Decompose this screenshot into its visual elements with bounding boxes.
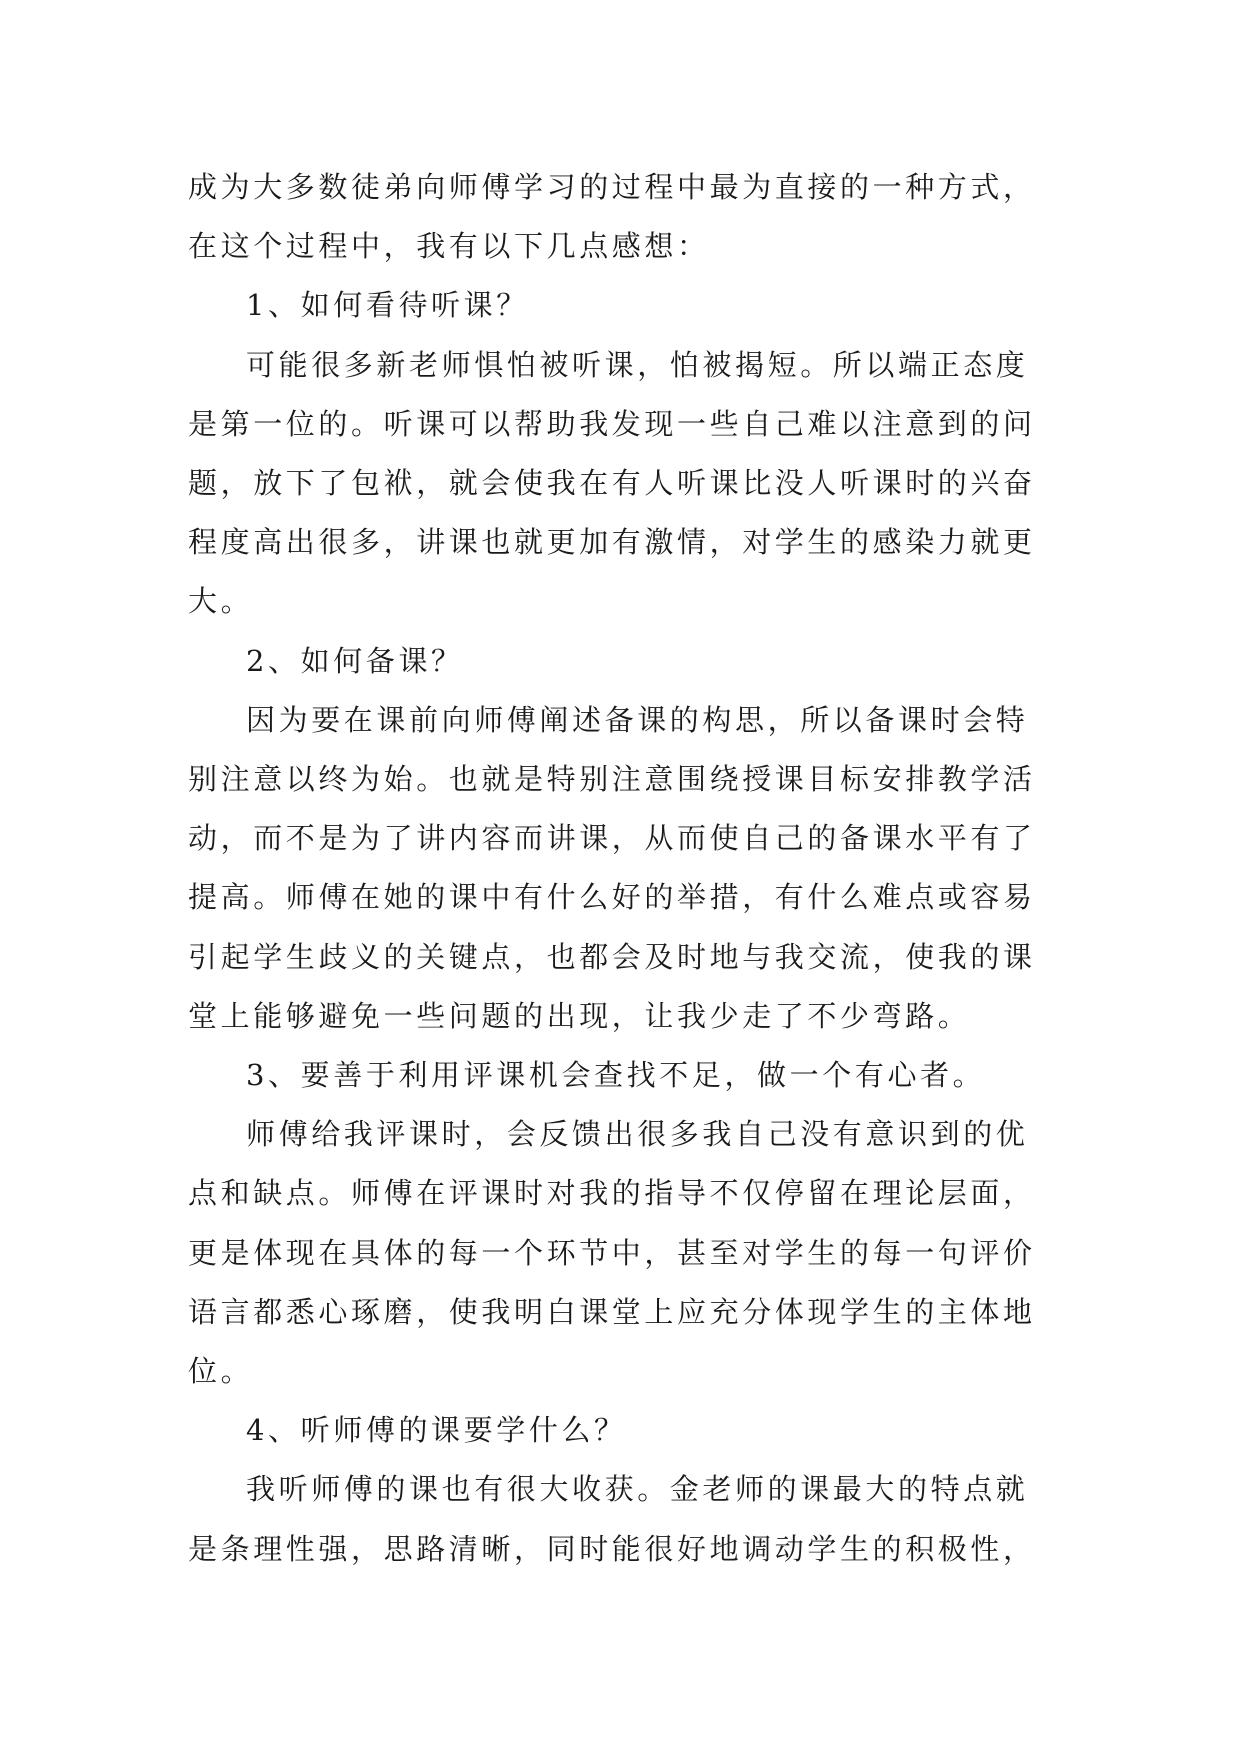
paragraph-p3 [188,336,1068,632]
text-line: 1、如何看待听课？ [246,288,529,323]
paragraph-p2 [188,276,1068,335]
text-line: 3、要善于利用评课机会查找不足，做一个有心者。 [246,1058,986,1093]
text-line: 2、如何备课？ [246,643,464,678]
text-line: 成为大多数徒弟向师傅学习的过程中最为直接的一种方式， [188,170,1036,204]
text-line: 位。 [188,1354,254,1389]
text-line: 是第一位的。听课可以帮助我发现一些自己难以注意到的问 [188,406,1036,441]
document-page [188,158,1068,1579]
text-line: 提高。师傅在她的课中有什么好的举措，有什么难点或容易 [188,880,1036,915]
paragraph-p5 [188,691,1068,1046]
text-line: 我听师傅的课也有很大收获。金老师的课最大的特点就 [246,1472,1029,1507]
text-line: 点和缺点。师傅在评课时对我的指导不仅停留在理论层面， [188,1176,1036,1211]
paragraph-p1 [188,158,1068,276]
paragraph-p8 [188,1401,1068,1460]
paragraph-p4 [188,632,1068,691]
paragraph-p9 [188,1460,1068,1578]
text-line: 别注意以终为始。也就是特别注意围绕授课目标安排教学活 [188,762,1036,797]
text-line: 堂上能够避免一些问题的出现，让我少走了不少弯路。 [188,998,971,1033]
text-line: 因为要在课前向师傅阐述备课的构思，所以备课时会特 [246,702,1029,737]
text-line: 程度高出很多，讲课也就更加有激情，对学生的感染力就更 [188,525,1036,560]
text-line: 师傅给我评课时，会反馈出很多我自己没有意识到的优 [246,1117,1029,1152]
text-line: 更是体现在具体的每一个环节中，甚至对学生的每一句评价 [188,1235,1036,1270]
text-line: 引起学生歧义的关键点，也都会及时地与我交流，使我的课 [188,939,1036,974]
text-line: 语言都悉心琢磨，使我明白课堂上应充分体现学生的主体地 [188,1294,1036,1329]
text-line: 在这个过程中，我有以下几点感想： [188,229,710,264]
text-line: 动，而不是为了讲内容而讲课，从而使自己的备课水平有了 [188,821,1036,856]
text-line: 是条理性强，思路清晰，同时能很好地调动学生的积极性， [188,1531,1036,1566]
paragraph-p7 [188,1105,1068,1401]
paragraph-p6 [188,1046,1068,1105]
text-line: 4、听师傅的课要学什么？ [246,1413,627,1448]
text-line: 大。 [188,584,254,619]
text-line: 题，放下了包袱，就会使我在有人听课比没人听课时的兴奋 [188,466,1036,501]
text-line: 可能很多新老师惧怕被听课，怕被揭短。所以端正态度 [246,347,1029,382]
